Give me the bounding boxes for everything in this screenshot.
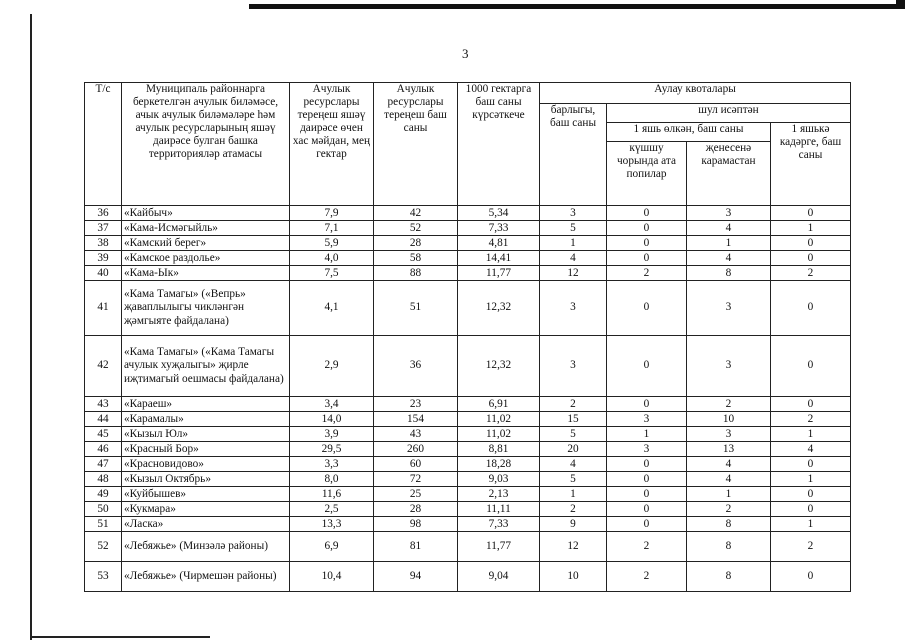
row-number: 39 — [85, 251, 122, 266]
header-municipality: Муниципаль районнарга беркетелгән ачулык биләмәсе, ачык ачулык биләмәләре һәм ачулык ресурсларының яшәү даирәсе булган башка территорияләр атамасы — [122, 83, 290, 206]
row-young: 2 — [771, 412, 851, 427]
row-density: 11,77 — [458, 532, 540, 562]
row-number: 37 — [85, 221, 122, 236]
row-area: 7,5 — [290, 266, 374, 281]
row-area: 6,9 — [290, 532, 374, 562]
row-density: 12,32 — [458, 281, 540, 336]
row-total: 9 — [540, 517, 607, 532]
row-any-sex: 1 — [687, 487, 771, 502]
hunting-quota-table — [84, 82, 851, 592]
row-young: 4 — [771, 442, 851, 457]
table-row — [85, 457, 851, 472]
table-row — [85, 502, 851, 517]
row-name: «Кызыл Юл» — [122, 427, 290, 442]
header-area: Ачулык ресурслары тереңеш яшәү даирәсе өчен хас мәйдан, мең гектар — [290, 83, 374, 206]
row-name: «Кама Тамагы» («Кама Тамагы ачулык хуҗалыгы» җирле иҗтимагый оешмасы файдалана) — [122, 336, 290, 397]
row-name: «Камское раздолье» — [122, 251, 290, 266]
row-name: «Караеш» — [122, 397, 290, 412]
row-young: 2 — [771, 532, 851, 562]
row-young: 0 — [771, 487, 851, 502]
row-name: «Кызыл Октябрь» — [122, 472, 290, 487]
row-density: 12,32 — [458, 336, 540, 397]
row-density: 7,33 — [458, 221, 540, 236]
row-area: 4,0 — [290, 251, 374, 266]
row-density: 11,02 — [458, 412, 540, 427]
row-antlered: 3 — [607, 442, 687, 457]
row-area: 5,9 — [290, 236, 374, 251]
table-row — [85, 472, 851, 487]
row-number: 48 — [85, 472, 122, 487]
row-young: 0 — [771, 251, 851, 266]
row-antlered: 0 — [607, 472, 687, 487]
table-row — [85, 236, 851, 251]
row-name: «Кукмара» — [122, 502, 290, 517]
row-density: 5,34 — [458, 206, 540, 221]
row-number: 47 — [85, 457, 122, 472]
bottom-scan-edge — [30, 636, 210, 638]
row-total: 1 — [540, 487, 607, 502]
header-count: Ачулык ресурслары тереңеш баш саны — [374, 83, 458, 206]
row-area: 7,9 — [290, 206, 374, 221]
row-total: 15 — [540, 412, 607, 427]
row-number: 45 — [85, 427, 122, 442]
row-antlered: 0 — [607, 206, 687, 221]
row-antlered: 0 — [607, 517, 687, 532]
header-younger-1y: 1 яшькә кадәрге, баш саны — [771, 123, 851, 206]
row-young: 1 — [771, 472, 851, 487]
row-name: «Куйбышев» — [122, 487, 290, 502]
row-total: 4 — [540, 251, 607, 266]
row-area: 13,3 — [290, 517, 374, 532]
row-total: 3 — [540, 281, 607, 336]
row-area: 4,1 — [290, 281, 374, 336]
row-any-sex: 8 — [687, 266, 771, 281]
row-antlered: 0 — [607, 502, 687, 517]
row-any-sex: 13 — [687, 442, 771, 457]
row-count: 58 — [374, 251, 458, 266]
row-count: 28 — [374, 236, 458, 251]
row-antlered: 2 — [607, 532, 687, 562]
row-young: 1 — [771, 517, 851, 532]
row-area: 3,9 — [290, 427, 374, 442]
row-count: 36 — [374, 336, 458, 397]
row-any-sex: 4 — [687, 472, 771, 487]
row-area: 10,4 — [290, 562, 374, 592]
row-total: 2 — [540, 502, 607, 517]
row-area: 11,6 — [290, 487, 374, 502]
row-number: 42 — [85, 336, 122, 397]
row-any-sex: 8 — [687, 532, 771, 562]
row-count: 154 — [374, 412, 458, 427]
row-total: 1 — [540, 236, 607, 251]
row-any-sex: 2 — [687, 502, 771, 517]
row-total: 2 — [540, 397, 607, 412]
top-border-rule — [249, 4, 905, 9]
row-number: 41 — [85, 281, 122, 336]
row-number: 49 — [85, 487, 122, 502]
row-count: 98 — [374, 517, 458, 532]
row-young: 0 — [771, 236, 851, 251]
row-density: 11,77 — [458, 266, 540, 281]
table-row — [85, 442, 851, 457]
row-density: 14,41 — [458, 251, 540, 266]
row-density: 7,33 — [458, 517, 540, 532]
row-total: 4 — [540, 457, 607, 472]
row-antlered: 0 — [607, 281, 687, 336]
row-antlered: 0 — [607, 221, 687, 236]
row-number: 46 — [85, 442, 122, 457]
header-no-sex-distinction: җенесенә карамастан — [687, 142, 771, 206]
page-number: 3 — [462, 46, 469, 61]
row-young: 0 — [771, 281, 851, 336]
row-count: 94 — [374, 562, 458, 592]
row-count: 23 — [374, 397, 458, 412]
row-antlered: 0 — [607, 336, 687, 397]
header-total: барлыгы, баш саны — [540, 104, 607, 206]
row-any-sex: 8 — [687, 517, 771, 532]
row-area: 14,0 — [290, 412, 374, 427]
table-body — [85, 206, 851, 592]
row-antlered: 3 — [607, 412, 687, 427]
row-antlered: 2 — [607, 266, 687, 281]
row-total: 3 — [540, 206, 607, 221]
header-including: шул исәптән — [607, 104, 851, 123]
row-density: 18,28 — [458, 457, 540, 472]
row-name: «Красновидово» — [122, 457, 290, 472]
row-antlered: 2 — [607, 562, 687, 592]
header-older-1y: 1 яшь өлкән, баш саны — [607, 123, 771, 142]
row-young: 0 — [771, 457, 851, 472]
row-density: 9,03 — [458, 472, 540, 487]
row-name: «Кама Тамагы» («Вепрь» җаваплылыгы чикләнгән җәмгыяте файдалана) — [122, 281, 290, 336]
row-young: 0 — [771, 206, 851, 221]
row-density: 11,02 — [458, 427, 540, 442]
row-antlered: 1 — [607, 427, 687, 442]
row-name: «Лебяжье» (Минзәлә районы) — [122, 532, 290, 562]
row-number: 40 — [85, 266, 122, 281]
row-count: 42 — [374, 206, 458, 221]
row-antlered: 0 — [607, 251, 687, 266]
row-young: 0 — [771, 397, 851, 412]
row-density: 8,81 — [458, 442, 540, 457]
table-row — [85, 517, 851, 532]
row-antlered: 0 — [607, 397, 687, 412]
row-density: 9,04 — [458, 562, 540, 592]
row-count: 260 — [374, 442, 458, 457]
table-row — [85, 336, 851, 397]
row-young: 0 — [771, 502, 851, 517]
header-density: 1000 гектарга баш саны күрсәткече — [458, 83, 540, 206]
row-any-sex: 1 — [687, 236, 771, 251]
row-young: 1 — [771, 427, 851, 442]
row-name: «Кайбыч» — [122, 206, 290, 221]
table-row — [85, 532, 851, 562]
table-row — [85, 562, 851, 592]
row-count: 52 — [374, 221, 458, 236]
row-any-sex: 3 — [687, 281, 771, 336]
row-name: «Лебяжье» (Чирмешән районы) — [122, 562, 290, 592]
row-total: 3 — [540, 336, 607, 397]
table-row — [85, 427, 851, 442]
row-number: 36 — [85, 206, 122, 221]
row-total: 12 — [540, 266, 607, 281]
row-count: 43 — [374, 427, 458, 442]
table-row — [85, 251, 851, 266]
row-density: 4,81 — [458, 236, 540, 251]
table-row — [85, 412, 851, 427]
row-count: 81 — [374, 532, 458, 562]
row-count: 28 — [374, 502, 458, 517]
row-area: 3,3 — [290, 457, 374, 472]
table-row — [85, 397, 851, 412]
row-total: 5 — [540, 472, 607, 487]
table-row — [85, 221, 851, 236]
row-antlered: 0 — [607, 236, 687, 251]
row-density: 11,11 — [458, 502, 540, 517]
row-name: «Кама-Ык» — [122, 266, 290, 281]
row-density: 6,91 — [458, 397, 540, 412]
corner-mark — [896, 0, 905, 9]
row-young: 1 — [771, 221, 851, 236]
row-total: 5 — [540, 221, 607, 236]
row-any-sex: 2 — [687, 397, 771, 412]
row-density: 2,13 — [458, 487, 540, 502]
table-row — [85, 206, 851, 221]
row-any-sex: 3 — [687, 206, 771, 221]
row-antlered: 0 — [607, 457, 687, 472]
header-quota-group: Аулау квоталары — [540, 83, 851, 104]
row-count: 88 — [374, 266, 458, 281]
row-any-sex: 8 — [687, 562, 771, 592]
row-area: 3,4 — [290, 397, 374, 412]
row-area: 2,9 — [290, 336, 374, 397]
row-count: 25 — [374, 487, 458, 502]
table-row — [85, 266, 851, 281]
row-number: 50 — [85, 502, 122, 517]
row-number: 51 — [85, 517, 122, 532]
header-antlered: күшшу чорында ата попилар — [607, 142, 687, 206]
row-area: 7,1 — [290, 221, 374, 236]
row-young: 0 — [771, 336, 851, 397]
row-area: 8,0 — [290, 472, 374, 487]
row-any-sex: 3 — [687, 427, 771, 442]
row-area: 29,5 — [290, 442, 374, 457]
row-count: 60 — [374, 457, 458, 472]
row-name: «Карамалы» — [122, 412, 290, 427]
row-count: 72 — [374, 472, 458, 487]
table-row — [85, 487, 851, 502]
row-number: 44 — [85, 412, 122, 427]
row-any-sex: 4 — [687, 457, 771, 472]
row-name: «Ласка» — [122, 517, 290, 532]
row-total: 12 — [540, 532, 607, 562]
row-any-sex: 4 — [687, 251, 771, 266]
row-total: 5 — [540, 427, 607, 442]
row-young: 2 — [771, 266, 851, 281]
row-count: 51 — [374, 281, 458, 336]
row-total: 20 — [540, 442, 607, 457]
table-row — [85, 281, 851, 336]
left-scan-edge — [30, 14, 32, 640]
row-number: 52 — [85, 532, 122, 562]
row-young: 0 — [771, 562, 851, 592]
row-any-sex: 10 — [687, 412, 771, 427]
row-name: «Красный Бор» — [122, 442, 290, 457]
row-total: 10 — [540, 562, 607, 592]
row-any-sex: 4 — [687, 221, 771, 236]
row-any-sex: 3 — [687, 336, 771, 397]
row-number: 43 — [85, 397, 122, 412]
header-no: Т/с — [85, 83, 122, 206]
row-name: «Камский берег» — [122, 236, 290, 251]
row-number: 53 — [85, 562, 122, 592]
row-area: 2,5 — [290, 502, 374, 517]
row-name: «Кама-Исмәгыйль» — [122, 221, 290, 236]
row-number: 38 — [85, 236, 122, 251]
row-antlered: 0 — [607, 487, 687, 502]
